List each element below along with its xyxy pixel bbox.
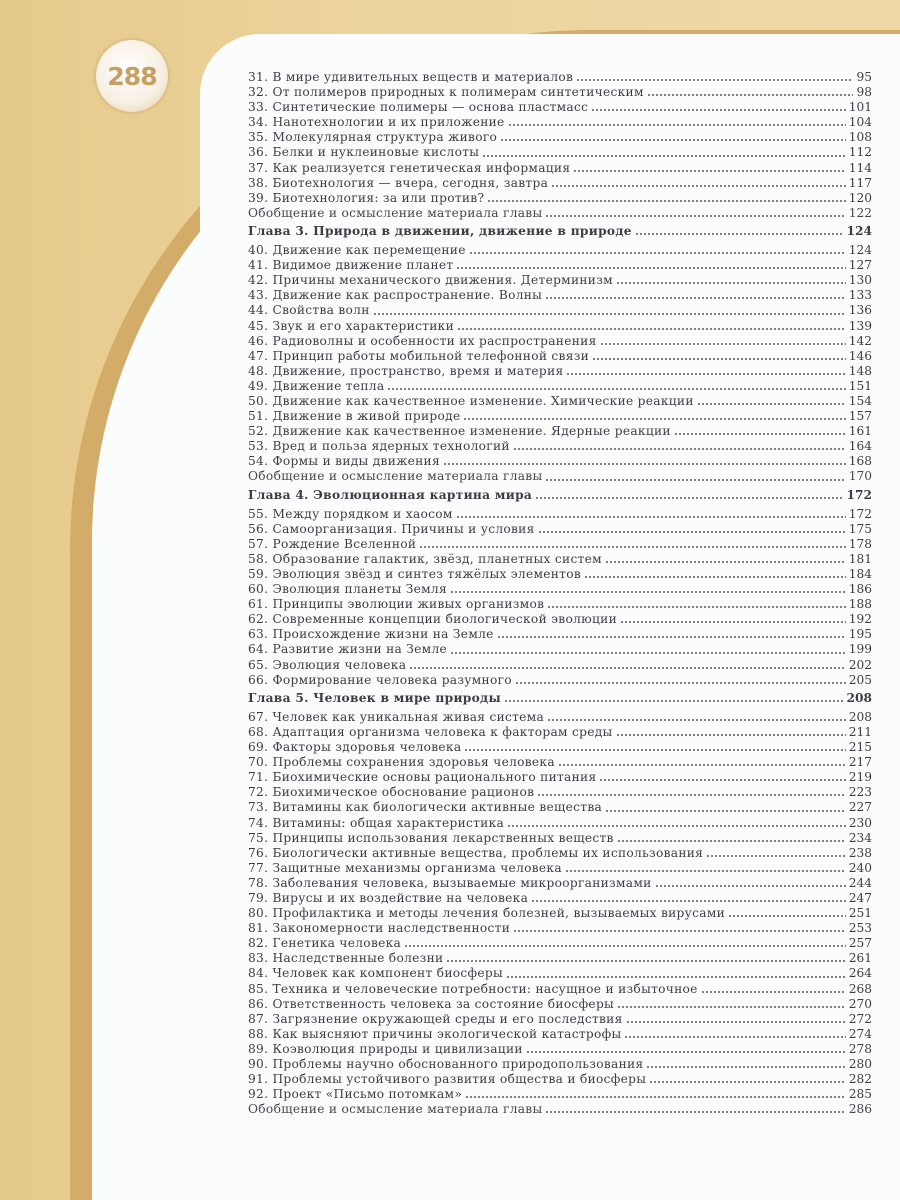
toc-entry-page: 230 <box>848 815 872 830</box>
toc-entry-title: 70. Проблемы сохранения здоровья человека <box>248 755 555 770</box>
dot-leader <box>457 328 846 330</box>
dot-leader <box>409 667 845 669</box>
toc-entry-title: 51. Движение в живой природе <box>248 409 461 424</box>
toc-entry <box>248 861 872 876</box>
toc-entry <box>248 394 872 409</box>
toc-entry <box>248 258 872 273</box>
toc-entry-title: 48. Движение, пространство, время и материя <box>248 363 564 378</box>
toc-entry-title: 82. Генетика человека <box>248 936 402 951</box>
toc-entry <box>248 1042 872 1057</box>
toc-entry <box>248 537 872 552</box>
toc-entry-page: 168 <box>848 454 872 469</box>
dot-leader <box>551 185 846 187</box>
toc-entry <box>248 454 872 469</box>
toc-entry <box>248 951 872 966</box>
toc-entry <box>248 846 872 861</box>
toc-entry-page: 240 <box>848 860 872 875</box>
toc-entry-title: 68. Адаптация организма человека к факторам среды <box>248 724 613 739</box>
dot-leader <box>482 155 845 157</box>
toc-entry-title: 79. Вирусы и их воздействие на человека <box>248 890 529 905</box>
dot-leader <box>469 252 846 254</box>
dot-leader <box>545 479 845 481</box>
chapter-heading <box>248 224 872 239</box>
dot-leader <box>504 700 844 702</box>
toc-entry <box>248 273 872 288</box>
toc-entry-page: 282 <box>848 1072 872 1087</box>
toc-entry-page: 120 <box>848 190 872 205</box>
toc-entry-title: 76. Биологически активные вещества, проблемы их использования <box>248 845 704 860</box>
dot-leader <box>706 855 846 857</box>
toc-entry-title: 38. Биотехнология — вчера, сегодня, завтра <box>248 175 549 190</box>
toc-entry-title: 66. Формирование человека разумного <box>248 672 512 687</box>
toc-entry <box>248 1087 872 1102</box>
toc-entry-page: 181 <box>848 551 872 566</box>
toc-entry <box>248 831 872 846</box>
toc-entry-page: 101 <box>848 100 872 115</box>
toc-entry <box>248 1012 872 1027</box>
toc-entry-page: 172 <box>848 506 872 521</box>
toc-entry-title: 83. Наследственные болезни <box>248 951 444 966</box>
toc-entry-title: 69. Факторы здоровья человека <box>248 740 462 755</box>
toc-entry-page: 148 <box>848 363 872 378</box>
toc-entry-page: 151 <box>848 378 872 393</box>
toc-entry <box>248 439 872 454</box>
toc-entry <box>248 966 872 981</box>
toc-entry <box>248 319 872 334</box>
toc-entry-title: 33. Синтетические полимеры — основа пластмасс <box>248 100 589 115</box>
toc-entry-title: 37. Как реализуется генетическая информация <box>248 160 571 175</box>
dot-leader <box>558 764 846 766</box>
toc-entry <box>248 334 872 349</box>
toc-entry <box>248 582 872 597</box>
toc-entry <box>248 100 872 115</box>
toc-entry-page: 270 <box>848 996 872 1011</box>
toc-entry-page: 122 <box>848 205 872 220</box>
toc-entry-title: Обобщение и осмысление материала главы <box>248 1102 543 1117</box>
dot-leader <box>600 343 846 345</box>
toc-entry <box>248 85 872 100</box>
toc-entry-page: 133 <box>848 288 872 303</box>
dot-leader <box>387 388 845 390</box>
toc-entry-page: 257 <box>848 936 872 951</box>
dot-leader <box>545 215 845 217</box>
toc-entry <box>248 243 872 258</box>
toc-entry <box>248 409 872 424</box>
toc-entry-page: 278 <box>848 1041 872 1056</box>
dot-leader <box>464 749 845 751</box>
toc-entry <box>248 1072 872 1087</box>
chapter-summary-entry <box>248 1102 872 1117</box>
toc-entry-page: 178 <box>848 536 872 551</box>
dot-leader <box>443 463 846 465</box>
toc-entry-title: 78. Заболевания человека, вызываемые микроорганизмами <box>248 875 652 890</box>
dot-leader <box>515 682 846 684</box>
toc-entry-title: 86. Ответственность человека за состояние биосферы <box>248 996 615 1011</box>
toc-entry-title: 60. Эволюция планеты Земля <box>248 582 447 597</box>
dot-leader <box>605 810 846 812</box>
toc-entry-page: 253 <box>848 921 872 936</box>
toc-entry-title: Обобщение и осмысление материала главы <box>248 469 543 484</box>
toc-entry <box>248 658 872 673</box>
dot-leader <box>450 652 846 654</box>
toc-entry <box>248 130 872 145</box>
toc-entry-title: 61. Принципы эволюции живых организмов <box>248 597 545 612</box>
toc-entry <box>248 755 872 770</box>
dot-leader <box>649 1081 845 1083</box>
dot-leader <box>508 124 846 126</box>
toc-entry-title: 80. Профилактика и методы лечения болезней, вызываемых вирусами <box>248 906 726 921</box>
toc-entry-page: 208 <box>848 709 872 724</box>
dot-leader <box>535 497 843 499</box>
toc-entry-page: 272 <box>848 1011 872 1026</box>
toc-entry-title: 39. Биотехнология: за или против? <box>248 190 485 205</box>
dot-leader <box>626 1021 846 1023</box>
toc-entry <box>248 161 872 176</box>
toc-entry-page: 108 <box>848 130 872 145</box>
toc-entry <box>248 1057 872 1072</box>
chapter-heading <box>248 488 872 503</box>
dot-leader <box>538 531 846 533</box>
toc-entry-page: 136 <box>848 303 872 318</box>
dot-leader <box>450 591 846 593</box>
toc-entry <box>248 982 872 997</box>
toc-entry-page: 208 <box>846 690 872 705</box>
toc-entry <box>248 522 872 537</box>
toc-entry-page: 164 <box>848 439 872 454</box>
toc-entry <box>248 567 872 582</box>
toc-entry-page: 98 <box>856 85 872 100</box>
dot-leader <box>728 915 846 917</box>
toc-entry-page: 104 <box>848 115 872 130</box>
toc-entry-page: 264 <box>848 966 872 981</box>
toc-entry-page: 172 <box>846 487 872 502</box>
dot-leader <box>620 621 846 623</box>
toc-entry <box>248 191 872 206</box>
toc-entry <box>248 507 872 522</box>
toc-entry-page: 199 <box>848 642 872 657</box>
dot-leader <box>573 170 845 172</box>
dot-leader <box>526 1051 846 1053</box>
toc-entry-page: 124 <box>848 243 872 258</box>
toc-entry-title: 63. Происхождение жизни на Земле <box>248 627 494 642</box>
dot-leader <box>506 976 846 978</box>
dot-leader <box>465 1096 846 1098</box>
dot-leader <box>463 418 845 420</box>
toc-entry <box>248 627 872 642</box>
dot-leader <box>545 1111 845 1113</box>
toc-entry <box>248 70 872 85</box>
toc-entry-title: 52. Движение как качественное изменение. Ядерные реакции <box>248 424 671 439</box>
toc-entry-title: 81. Закономерности наследственности <box>248 921 511 936</box>
toc-entry-title: 65. Эволюция человека <box>248 657 407 672</box>
dot-leader <box>446 960 845 962</box>
dot-leader <box>404 945 846 947</box>
toc-entry-page: 217 <box>848 755 872 770</box>
toc-entry <box>248 816 872 831</box>
toc-entry <box>248 785 872 800</box>
toc-entry <box>248 1027 872 1042</box>
toc-entry-title: 42. Причины механического движения. Детерминизм <box>248 273 613 288</box>
toc-entry-page: 127 <box>848 258 872 273</box>
toc-entry-title: 32. От полимеров природных к полимерам синтетическим <box>248 85 644 100</box>
dot-leader <box>591 109 845 111</box>
toc-entry-title: 91. Проблемы устойчивого развития общества и биосферы <box>248 1072 647 1087</box>
dot-leader <box>624 1036 845 1038</box>
toc-entry-page: 175 <box>848 521 872 536</box>
toc-entry-page: 139 <box>848 318 872 333</box>
toc-entry-page: 130 <box>848 273 872 288</box>
dot-leader <box>547 606 845 608</box>
toc-entry-title: 85. Техника и человеческие потребности: насущное и избыточное <box>248 981 698 996</box>
toc-entry <box>248 612 872 627</box>
toc-entry-title: 40. Движение как перемещение <box>248 243 466 258</box>
toc-entry-title: 47. Принцип работы мобильной телефонной связи <box>248 348 590 363</box>
toc-entry-title: 53. Вред и польза ядерных технологий <box>248 439 510 454</box>
toc-entry-page: 95 <box>856 70 872 84</box>
chapter-summary-entry <box>248 206 872 221</box>
toc-entry-title: 34. Нанотехнологии и их приложение <box>248 115 505 130</box>
dot-leader <box>487 200 845 202</box>
toc-entry <box>248 115 872 130</box>
toc-entry <box>248 349 872 364</box>
toc-entry <box>248 597 872 612</box>
toc-entry-title: Глава 3. Природа в движении, движение в природе <box>248 223 632 238</box>
toc-entry-title: 90. Проблемы научно обоснованного природопользования <box>248 1057 644 1071</box>
toc-entry <box>248 642 872 657</box>
dot-leader <box>646 1066 845 1068</box>
toc-entry <box>248 936 872 951</box>
toc-entry <box>248 770 872 785</box>
toc-entry <box>248 673 872 688</box>
dot-leader <box>500 139 846 141</box>
toc-entry-page: 251 <box>848 906 872 921</box>
toc-entry-title: 58. Образование галактик, звёзд, планетных систем <box>248 551 602 566</box>
toc-entry-page: 186 <box>848 582 872 597</box>
toc-entry-title: 41. Видимое движение планет <box>248 258 454 273</box>
toc-entry-page: 268 <box>848 981 872 996</box>
dot-leader <box>513 448 846 450</box>
dot-leader <box>647 94 854 96</box>
toc-entry-title: 75. Принципы использования лекарственных веществ <box>248 830 614 845</box>
dot-leader <box>547 719 846 721</box>
toc-entry-page: 142 <box>848 333 872 348</box>
dot-leader <box>419 546 845 548</box>
toc-entry <box>248 288 872 303</box>
toc-entry-page: 154 <box>848 393 872 408</box>
toc-entry <box>248 552 872 567</box>
toc-entry <box>248 997 872 1012</box>
toc-entry-page: 211 <box>848 724 872 739</box>
dot-leader <box>537 794 845 796</box>
toc-entry-title: 84. Человек как компонент биосферы <box>248 966 503 981</box>
toc-entry-title: 62. Современные концепции биологической эволюции <box>248 612 618 627</box>
toc-entry-page: 261 <box>848 951 872 966</box>
toc-entry-page: 161 <box>848 424 872 439</box>
dot-leader <box>655 885 846 887</box>
toc-entry-title: 59. Эволюция звёзд и синтез тяжёлых элементов <box>248 567 582 581</box>
toc-entry-page: 146 <box>848 348 872 363</box>
toc-entry <box>248 740 872 755</box>
toc-entry-page: 215 <box>848 740 872 755</box>
toc-entry <box>248 710 872 725</box>
toc-entry <box>248 800 872 815</box>
toc-entry <box>248 876 872 891</box>
dot-leader <box>456 267 845 269</box>
toc-entry <box>248 364 872 379</box>
toc-entry-page: 244 <box>848 875 872 890</box>
toc-entry-title: 89. Коэволюция природы и цивилизации <box>248 1041 523 1056</box>
chapter-heading <box>248 691 872 706</box>
toc-entry-page: 223 <box>848 785 872 800</box>
toc-entry-page: 202 <box>848 657 872 672</box>
toc-entry-title: 71. Биохимические основы рационального питания <box>248 770 597 785</box>
toc-entry-page: 280 <box>848 1057 872 1071</box>
dot-leader <box>635 233 844 235</box>
dot-leader <box>592 358 846 360</box>
dot-leader <box>617 840 846 842</box>
toc-entry <box>248 725 872 740</box>
dot-leader <box>617 1006 846 1008</box>
toc-entry-page: 285 <box>848 1087 872 1102</box>
page-number-badge <box>96 40 168 112</box>
dot-leader <box>674 433 846 435</box>
toc-entry-page: 219 <box>848 770 872 785</box>
toc-entry-title: 35. Молекулярная структура живого <box>248 130 498 145</box>
dot-leader <box>497 636 846 638</box>
toc-entry-title: 77. Защитные механизмы организма человека <box>248 860 562 875</box>
toc-entry <box>248 303 872 318</box>
toc-entry-page: 227 <box>848 800 872 815</box>
toc-entry-page: 184 <box>848 567 872 581</box>
toc-entry-page: 195 <box>848 627 872 642</box>
dot-leader <box>373 313 846 315</box>
toc-entry-page: 286 <box>848 1102 872 1117</box>
chapter-summary-entry <box>248 469 872 484</box>
toc-entry <box>248 145 872 160</box>
dot-leader <box>605 561 846 563</box>
toc-entry-page: 170 <box>848 469 872 484</box>
toc-entry-page: 124 <box>846 223 872 238</box>
toc-entry-title: 73. Витамины как биологически активные вещества <box>248 800 603 815</box>
toc-entry-title: 67. Человек как уникальная живая система <box>248 709 545 724</box>
dot-leader <box>456 516 846 518</box>
dot-leader <box>616 734 846 736</box>
toc-entry-title: 55. Между порядком и хаосом <box>248 506 453 521</box>
toc-entry-page: 238 <box>848 845 872 860</box>
dot-leader <box>697 403 846 405</box>
toc-entry-title: 74. Витамины: общая характеристика <box>248 815 505 830</box>
toc-entry-page: 192 <box>848 612 872 627</box>
dot-leader <box>566 373 845 375</box>
toc-entry-title: 88. Как выясняют причины экологической катастрофы <box>248 1026 622 1041</box>
toc-entry-title: 92. Проект «Письмо потомкам» <box>248 1087 463 1102</box>
table-of-contents <box>248 70 872 1117</box>
dot-leader <box>513 930 846 932</box>
page-number: 288 <box>107 61 157 91</box>
toc-entry <box>248 379 872 394</box>
dot-leader <box>531 900 846 902</box>
toc-entry-title: 64. Развитие жизни на Земле <box>248 642 448 657</box>
toc-entry-title: 36. Белки и нуклеиновые кислоты <box>248 145 480 160</box>
toc-entry-title: 31. В мире удивительных веществ и материалов <box>248 70 574 84</box>
dot-leader <box>599 779 845 781</box>
toc-entry-title: 50. Движение как качественное изменение. Химические реакции <box>248 393 694 408</box>
toc-entry <box>248 906 872 921</box>
dot-leader <box>507 825 846 827</box>
toc-entry-page: 274 <box>848 1026 872 1041</box>
toc-entry <box>248 424 872 439</box>
toc-entry-title: Обобщение и осмысление материала главы <box>248 205 543 220</box>
toc-entry-page: 114 <box>848 160 872 175</box>
toc-entry-title: 56. Самоорганизация. Причины и условия <box>248 521 535 536</box>
toc-entry-title: 44. Свойства волн <box>248 303 370 318</box>
toc-entry-title: 54. Формы и виды движения <box>248 454 440 469</box>
toc-entry-page: 205 <box>848 672 872 687</box>
toc-entry-title: 49. Движение тепла <box>248 378 385 393</box>
dot-leader <box>565 870 846 872</box>
dot-leader <box>616 282 846 284</box>
toc-entry-title: Глава 5. Человек в мире природы <box>248 690 501 705</box>
toc-entry-page: 157 <box>848 409 872 424</box>
toc-entry-title: 45. Звук и его характеристики <box>248 318 455 333</box>
toc-entry-page: 112 <box>848 145 872 160</box>
toc-entry-title: Глава 4. Эволюционная картина мира <box>248 487 533 502</box>
toc-entry-page: 247 <box>848 890 872 905</box>
toc-entry <box>248 891 872 906</box>
toc-entry-page: 234 <box>848 830 872 845</box>
toc-entry-page: 188 <box>848 597 872 612</box>
toc-entry-title: 46. Радиоволны и особенности их распространения <box>248 333 597 348</box>
toc-entry-title: 43. Движение как распространение. Волны <box>248 288 543 303</box>
toc-entry-title: 72. Биохимическое обоснование рационов <box>248 785 535 800</box>
dot-leader <box>576 79 853 81</box>
toc-entry-title: 87. Загрязнение окружающей среды и его последствия <box>248 1011 623 1026</box>
toc-entry <box>248 176 872 191</box>
toc-entry-page: 117 <box>848 175 872 190</box>
dot-leader <box>701 991 846 993</box>
toc-entry-title: 57. Рождение Вселенной <box>248 536 417 551</box>
dot-leader <box>545 297 846 299</box>
toc-entry <box>248 921 872 936</box>
dot-leader <box>584 576 846 578</box>
